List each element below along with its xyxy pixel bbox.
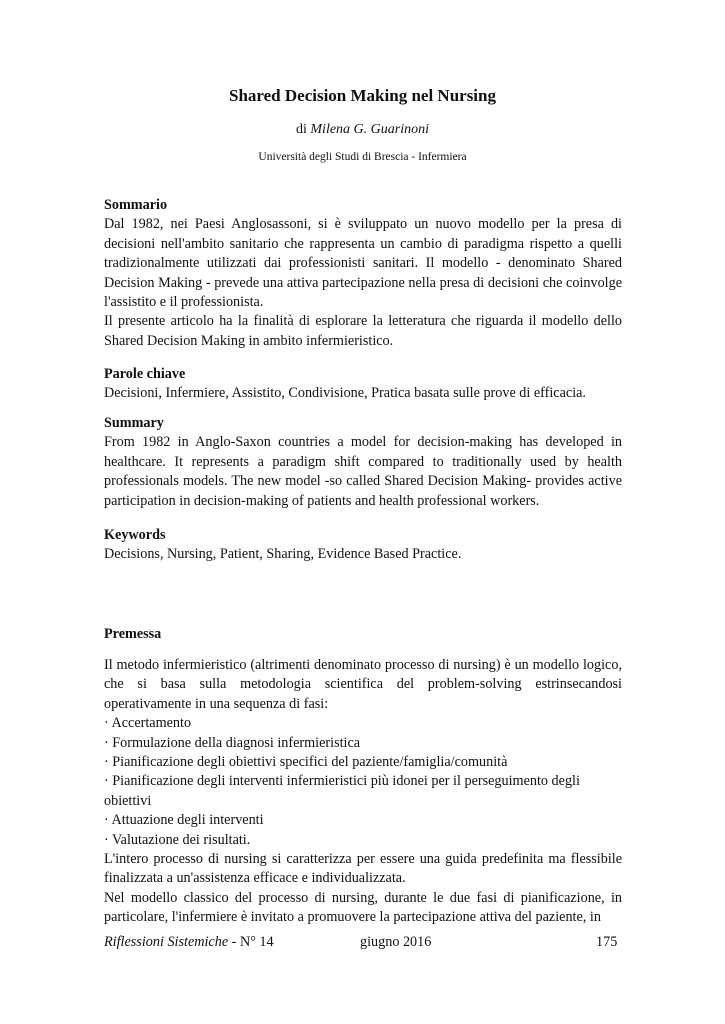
- page-number: 175: [596, 934, 618, 950]
- parole-chiave-text: Decisioni, Infermiere, Assistito, Condivisione, Pratica basata sulle prove di efficacia.: [104, 385, 586, 402]
- section-sommario: [104, 196, 622, 351]
- premessa-intro: Il metodo infermieristico (altrimenti denominato processo di nursing) è un modello logico, che si basa sulla metodologia scientifica del problem-solving estrinsecandosi operativamente in una sequenza di fasi:: [104, 657, 622, 712]
- list-item: · Formulazione della diagnosi infermieristica: [104, 734, 361, 751]
- issue-number: - N° 14: [231, 934, 274, 950]
- list-item: · Accertamento: [104, 715, 192, 732]
- heading-sommario: Sommario: [104, 197, 168, 213]
- article-title: Shared Decision Making nel Nursing: [228, 86, 496, 105]
- author-name: Milena G. Guarinoni: [310, 122, 429, 137]
- author-affiliation: Università degli Studi di Brescia - Infermiera: [258, 151, 467, 163]
- heading-parole-chiave: Parole chiave: [104, 366, 186, 382]
- keywords-text: Decisions, Nursing, Patient, Sharing, Evidence Based Practice.: [104, 546, 462, 563]
- section-summary: [104, 414, 622, 511]
- list-item: · Valutazione dei risultati.: [104, 831, 251, 848]
- summary-text: From 1982 in Anglo-Saxon countries a model for decision-making has developed in healthcare. It represents a paradigm shift compared to traditionally used by health professionals models. The new model -so called Shared Decision Making- provides active participation in decision-making of patients and health professional workers.: [104, 434, 622, 509]
- sommario-paragraph-2: Il presente articolo ha la finalità di esplorare la letteratura che riguarda il modello dello Shared Decision Making in ambito infermieristico.: [104, 313, 622, 349]
- by-prefix: di: [296, 122, 307, 137]
- section-premessa-body: [104, 656, 622, 928]
- premessa-paragraph-3: Nel modello classico del processo di nursing, durante le due fasi di pianificazione, in particolare, l'infermiere è invitato a promuovere la partecipazione attiva del paziente, in: [104, 889, 622, 926]
- section-keywords: [104, 526, 622, 565]
- byline: [0, 122, 725, 138]
- journal-name: Riflessioni Sistemiche: [104, 934, 229, 950]
- footer-journal: [104, 934, 274, 951]
- premessa-paragraph-2: L'intero processo di nursing si caratterizza per essere una guida predefinita ma flessibile finalizzata a un'assistenza efficace e individualizzata.: [104, 851, 622, 887]
- list-item: · Pianificazione degli interventi infermieristici più idonei per il perseguimento degli obiettivi: [104, 773, 580, 809]
- heading-summary: Summary: [104, 415, 164, 431]
- section-premessa-heading: [104, 625, 622, 644]
- section-parole-chiave: [104, 365, 622, 404]
- list-item: · Pianificazione degli obiettivi specifici del paziente/famiglia/comunità: [104, 754, 508, 771]
- footer-date: giugno 2016: [360, 934, 432, 950]
- list-item: · Attuazione degli interventi: [104, 812, 264, 829]
- heading-keywords: Keywords: [104, 527, 166, 543]
- sommario-paragraph-1: Dal 1982, nei Paesi Anglosassoni, si è sviluppato un nuovo modello per la presa di decisioni nell'ambito sanitario che rappresenta un cambio di paradigma rispetto a quelli tradizionalmente utilizzati dai professionisti sanitari. Il modello - denominato Shared Decision Making - prevede una attiva partecipazione nella presa di decisioni che coinvolge l'assistito e il professionista.: [104, 216, 622, 311]
- heading-premessa: Premessa: [104, 626, 162, 642]
